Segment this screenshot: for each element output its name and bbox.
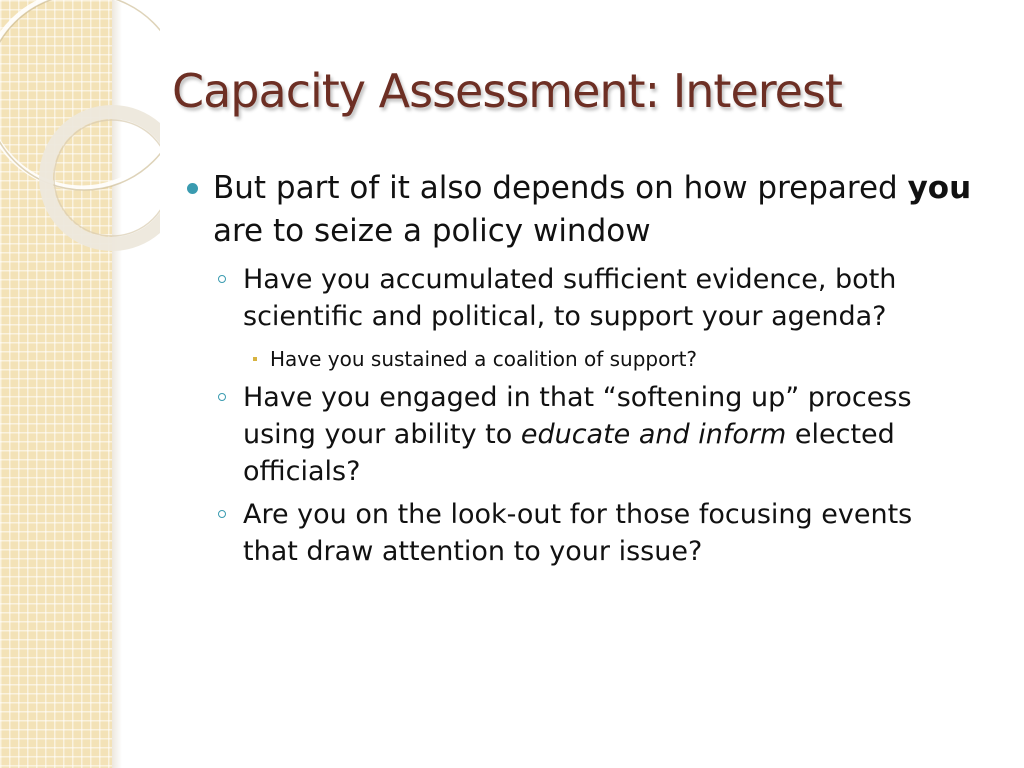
decorative-ring-lower bbox=[46, 112, 160, 244]
bullet-text-run: But part of it also depends on how prepared bbox=[213, 170, 908, 206]
decorative-ring-lower-inner bbox=[54, 120, 160, 236]
bullet-text-italic: educate and inform bbox=[520, 419, 787, 450]
bullet-square-icon bbox=[253, 357, 257, 361]
bullet-text-run: are to seize a policy window bbox=[213, 213, 651, 249]
bullet-dot-icon bbox=[187, 183, 198, 194]
bullet-text bbox=[213, 167, 974, 253]
bullet-text-run: elected officials? bbox=[243, 419, 895, 487]
bullet-text: Have you accumulated sufficient evidence, both scientific and political, to support your agenda? bbox=[243, 264, 897, 332]
bullet-text bbox=[243, 379, 974, 490]
bullet-level2 bbox=[184, 379, 974, 490]
bullet-ring-icon bbox=[218, 510, 226, 518]
decorative-ring-upper bbox=[0, 0, 160, 188]
decorative-ring-upper-shade bbox=[0, 0, 160, 190]
bullet-text: Have you sustained a coalition of support? bbox=[270, 347, 698, 371]
bullet-ring-icon bbox=[218, 275, 226, 283]
slide-title: Capacity Assessment: Interest bbox=[172, 64, 842, 118]
bullet-text-bold: you bbox=[907, 170, 972, 206]
bullet-list bbox=[184, 167, 974, 570]
bullet-level1 bbox=[184, 167, 974, 253]
bullet-level3 bbox=[184, 345, 974, 373]
bullet-text: Are you on the look-out for those focusing events that draw attention to your issue? bbox=[243, 499, 913, 567]
bullet-level2 bbox=[184, 496, 974, 570]
bullet-level2 bbox=[184, 261, 974, 335]
decorative-rings bbox=[0, 0, 160, 260]
bullet-ring-icon bbox=[218, 393, 226, 401]
bullet-text-run: Have you engaged in that “softening up” process using your ability to bbox=[243, 382, 912, 450]
